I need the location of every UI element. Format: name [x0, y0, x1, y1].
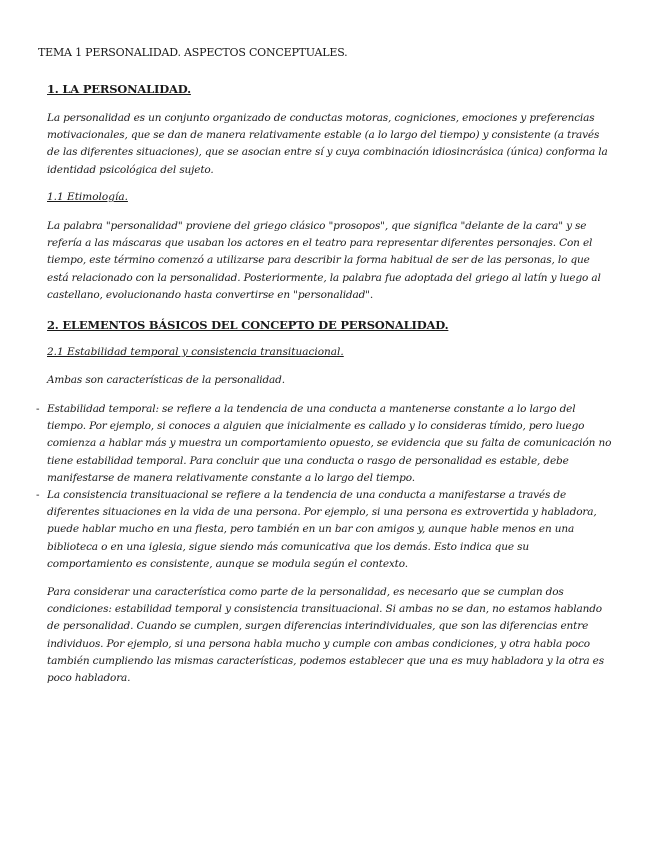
list-item-estabilidad-temporal — [36, 401, 612, 487]
etymology-paragraph: La palabra "personalidad" proviene del griego clásico "prosopos", que significa "delante de la cara" y se refería a las máscaras que usaban los actores en el teatro para representar diferentes personajes. Con el tiempo, este término comenzó a utilizarse para describir la forma habitual de ser de las personas, lo que está relacionado con la personalidad. Posteriormente, la palabra fue adoptada del griego al latín y luego al castellano, evolucionando hasta convertirse en "personalidad". — [47, 220, 601, 301]
list-item-text: La consistencia transituacional se refiere a la tendencia de una conducta a manifestarse a través de diferentes situaciones en la vida de una persona. Por ejemplo, si una persona es extrovertida y habladora, puede hablar mucho en una fiesta, pero también en un bar con amigos y, aunque hable menos en una biblioteca o en una iglesia, sigue siendo más comunicativa que los demás. Esto indica que su comportamiento es consistente, aunque se modula según el contexto. — [47, 489, 597, 570]
list-item-consistencia-transituacional — [36, 487, 612, 573]
characteristics-list — [36, 401, 612, 573]
section-1-heading: 1. LA PERSONALIDAD. — [47, 82, 191, 96]
conclusion-paragraph: Para considerar una característica como parte de la personalidad, es necesario que se cumplan dos condiciones: estabilidad temporal y consistencia transituacional. Si ambas no se dan, no estamos hablando de personalidad. Cuando se cumplen, surgen diferencias interindividuales, que son las diferencias entre individuos. Por ejemplo, si una persona habla mucho y cumple con ambas condiciones, y otra habla poco también cumpliendo las mismas características, podemos establecer que una es muy habladora y la otra es poco habladora. — [47, 586, 604, 685]
section-2-heading: 2. ELEMENTOS BÁSICOS DEL CONCEPTO DE PERSONALIDAD. — [47, 318, 449, 332]
section-1-intro-paragraph: La personalidad es un conjunto organizado de conductas motoras, cogniciones, emociones y preferencias motivacionales, que se dan de manera relativamente estable (a lo largo del tiempo) y consistente (a través de las diferentes situaciones), que se asocian entre sí y cuya combinación idiosincrásica (única) conforma la identidad psicológica del sujeto. — [47, 112, 608, 176]
bullet-dash: - — [36, 489, 40, 502]
subsection-2-1-heading: 2.1 Estabilidad temporal y consistencia transituacional. — [47, 346, 344, 358]
subsection-2-1-intro: Ambas son características de la personalidad. — [47, 374, 285, 386]
list-item-text: Estabilidad temporal: se refiere a la tendencia de una conducta a mantenerse constante a lo largo del tiempo. Por ejemplo, si conoces a alguien que inicialmente es callado y lo consideras tímido, pero luego comienza a hablar más y muestra un comportamiento opuesto, se evidencia que su falta de comunicación no tiene estabilidad temporal. Para concluir que una conducta o rasgo de personalidad es estable, debe manifestarse de manera relativamente constante a lo largo del tiempo. — [47, 403, 612, 484]
document-title: TEMA 1 PERSONALIDAD. ASPECTOS CONCEPTUALES. — [38, 46, 348, 59]
bullet-dash: - — [36, 403, 40, 415]
subsection-1-1-heading: 1.1 Etimología. — [47, 191, 128, 203]
